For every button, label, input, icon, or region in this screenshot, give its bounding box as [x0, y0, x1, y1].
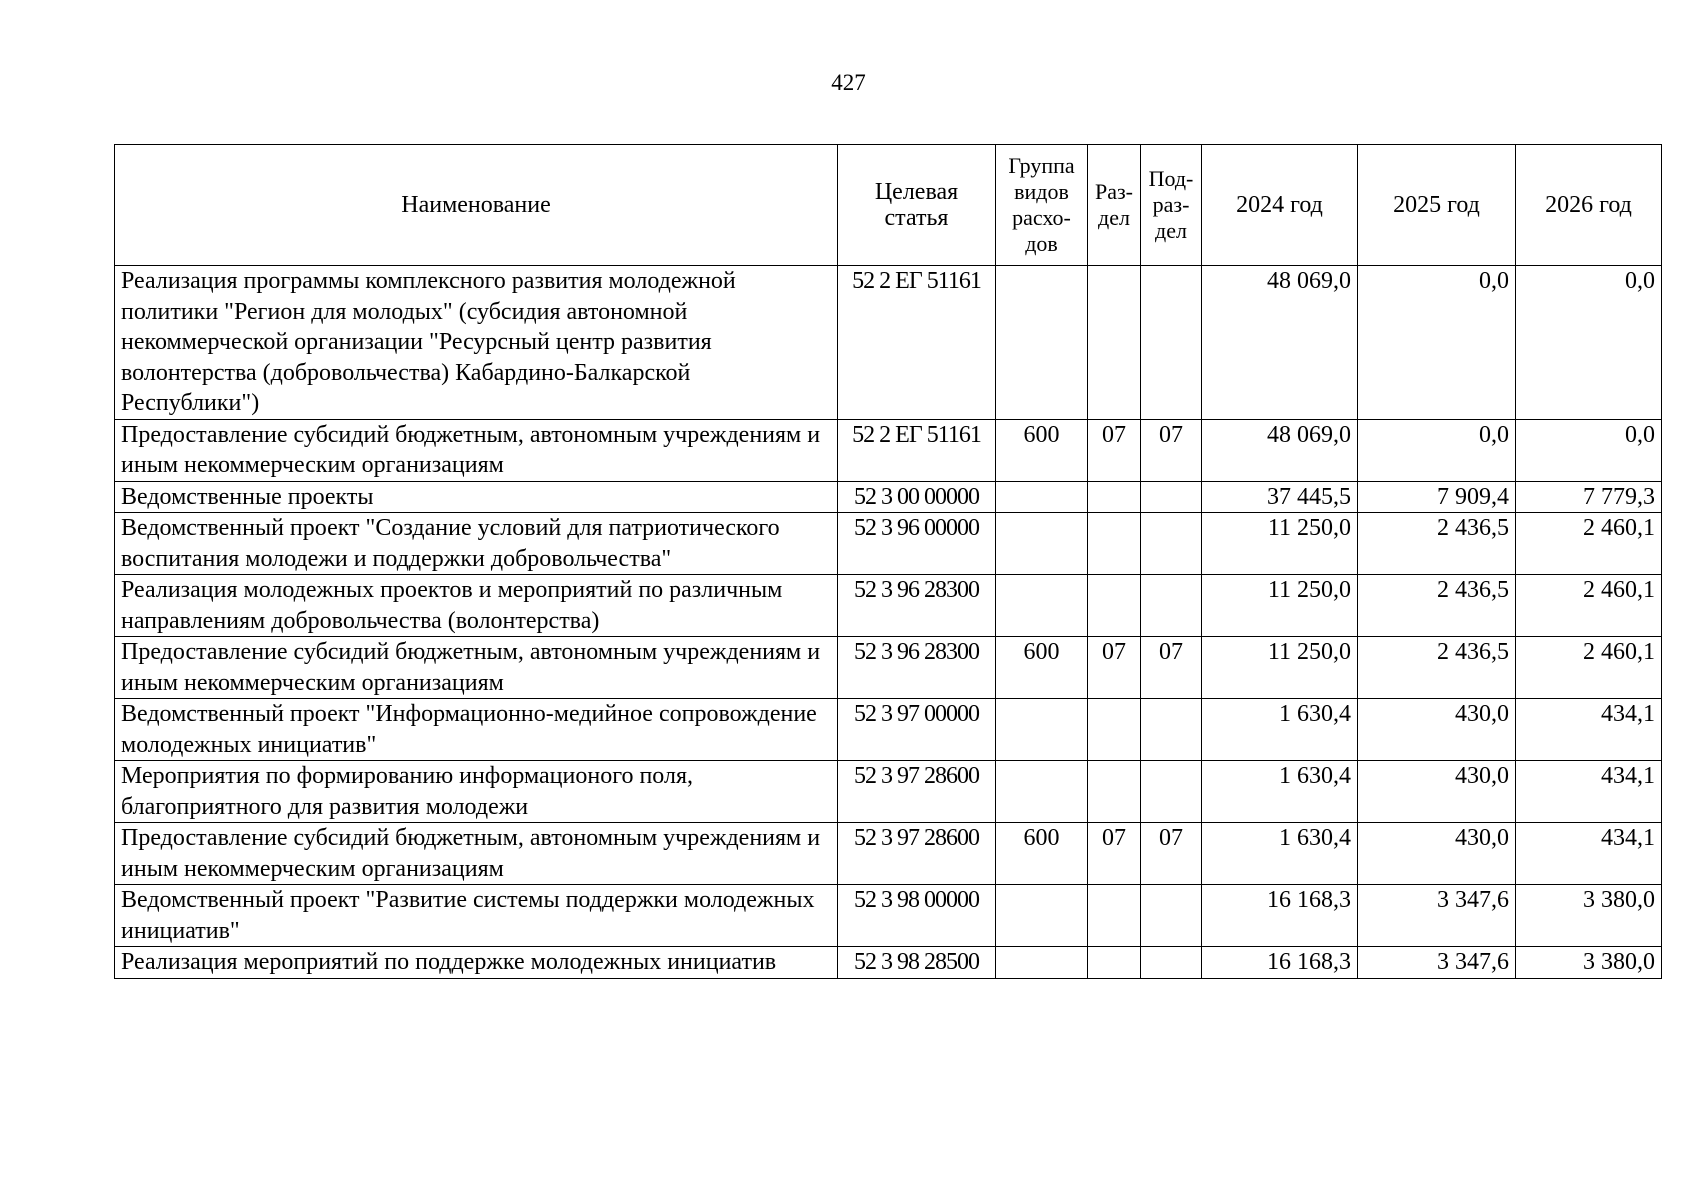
cell-target: 52 3 98 28500: [838, 947, 996, 979]
cell-target: 52 3 00 00000: [838, 481, 996, 513]
header-row: [115, 145, 1662, 266]
header-2024: 2024 год: [1202, 145, 1358, 266]
cell-section: [1088, 699, 1141, 761]
cell-2025: 3 347,6: [1358, 885, 1516, 947]
cell-2026: 434,1: [1516, 823, 1662, 885]
cell-section: [1088, 513, 1141, 575]
cell-subsection: [1141, 266, 1202, 420]
table-row: [115, 513, 1662, 575]
cell-target: 52 2 ЕГ 51161: [838, 419, 996, 481]
cell-2024: 11 250,0: [1202, 513, 1358, 575]
cell-subsection: 07: [1141, 637, 1202, 699]
cell-2024: 48 069,0: [1202, 419, 1358, 481]
header-expense-group: Группа видов расхо-дов: [996, 145, 1088, 266]
cell-subsection: [1141, 699, 1202, 761]
table-row: [115, 761, 1662, 823]
cell-expense-group: 600: [996, 823, 1088, 885]
cell-target: 52 3 97 28600: [838, 823, 996, 885]
table-row: [115, 575, 1662, 637]
cell-expense-group: 600: [996, 419, 1088, 481]
cell-section: 07: [1088, 823, 1141, 885]
cell-2025: 0,0: [1358, 266, 1516, 420]
header-2026: 2026 год: [1516, 145, 1662, 266]
cell-2025: 2 436,5: [1358, 513, 1516, 575]
cell-name: Ведомственный проект "Создание условий для патриотического воспитания молодежи и поддержки добровольчества": [115, 513, 838, 575]
cell-2025: 0,0: [1358, 419, 1516, 481]
cell-expense-group: [996, 761, 1088, 823]
header-name: Наименование: [115, 145, 838, 266]
cell-2025: 2 436,5: [1358, 637, 1516, 699]
cell-2026: 0,0: [1516, 266, 1662, 420]
cell-name: Реализация программы комплексного развития молодежной политики "Регион для молодых" (субсидия автономной некоммерческой организации "Ресурсный центр развития волонтерства (добровольчества) Кабардино-Балкарской Республики"): [115, 266, 838, 420]
cell-subsection: [1141, 575, 1202, 637]
cell-2025: 430,0: [1358, 761, 1516, 823]
table-row: [115, 947, 1662, 979]
cell-subsection: [1141, 885, 1202, 947]
cell-2024: 16 168,3: [1202, 885, 1358, 947]
cell-name: Реализация молодежных проектов и мероприятий по различным направлениям добровольчества (волонтерства): [115, 575, 838, 637]
header-target: Целевая статья: [838, 145, 996, 266]
cell-2026: 0,0: [1516, 419, 1662, 481]
cell-2024: 1 630,4: [1202, 761, 1358, 823]
cell-subsection: [1141, 481, 1202, 513]
cell-2026: 2 460,1: [1516, 513, 1662, 575]
cell-2026: 434,1: [1516, 761, 1662, 823]
cell-2025: 7 909,4: [1358, 481, 1516, 513]
budget-table: [114, 144, 1662, 979]
cell-2025: 2 436,5: [1358, 575, 1516, 637]
cell-2025: 430,0: [1358, 699, 1516, 761]
cell-2025: 430,0: [1358, 823, 1516, 885]
cell-2024: 37 445,5: [1202, 481, 1358, 513]
table-row: [115, 419, 1662, 481]
table-row: [115, 481, 1662, 513]
cell-name: Ведомственные проекты: [115, 481, 838, 513]
header-2025: 2025 год: [1358, 145, 1516, 266]
cell-2026: 7 779,3: [1516, 481, 1662, 513]
cell-section: [1088, 947, 1141, 979]
cell-expense-group: 600: [996, 637, 1088, 699]
cell-expense-group: [996, 481, 1088, 513]
cell-section: [1088, 885, 1141, 947]
table-row: [115, 885, 1662, 947]
cell-subsection: [1141, 513, 1202, 575]
cell-target: 52 2 ЕГ 51161: [838, 266, 996, 420]
table-body: [115, 266, 1662, 979]
cell-target: 52 3 96 28300: [838, 575, 996, 637]
cell-2026: 2 460,1: [1516, 637, 1662, 699]
cell-expense-group: [996, 513, 1088, 575]
cell-name: Предоставление субсидий бюджетным, автономным учреждениям и иным некоммерческим организациям: [115, 419, 838, 481]
cell-expense-group: [996, 885, 1088, 947]
table-row: [115, 699, 1662, 761]
cell-name: Реализация мероприятий по поддержке молодежных инициатив: [115, 947, 838, 979]
cell-target: 52 3 98 00000: [838, 885, 996, 947]
cell-2026: 2 460,1: [1516, 575, 1662, 637]
cell-name: Ведомственный проект "Информационно-медийное сопровождение молодежных инициатив": [115, 699, 838, 761]
cell-section: [1088, 761, 1141, 823]
header-subsection: Под-раз-дел: [1141, 145, 1202, 266]
cell-2024: 1 630,4: [1202, 699, 1358, 761]
cell-name: Предоставление субсидий бюджетным, автономным учреждениям и иным некоммерческим организациям: [115, 823, 838, 885]
cell-section: 07: [1088, 419, 1141, 481]
cell-section: 07: [1088, 637, 1141, 699]
table-row: [115, 823, 1662, 885]
cell-2024: 16 168,3: [1202, 947, 1358, 979]
cell-expense-group: [996, 575, 1088, 637]
cell-name: Предоставление субсидий бюджетным, автономным учреждениям и иным некоммерческим организациям: [115, 637, 838, 699]
cell-expense-group: [996, 947, 1088, 979]
cell-2024: 1 630,4: [1202, 823, 1358, 885]
cell-2026: 434,1: [1516, 699, 1662, 761]
cell-2026: 3 380,0: [1516, 885, 1662, 947]
cell-subsection: 07: [1141, 419, 1202, 481]
cell-section: [1088, 266, 1141, 420]
page-number: 427: [831, 70, 866, 95]
cell-target: 52 3 97 00000: [838, 699, 996, 761]
cell-target: 52 3 97 28600: [838, 761, 996, 823]
header-section: Раз-дел: [1088, 145, 1141, 266]
cell-2024: 11 250,0: [1202, 637, 1358, 699]
cell-expense-group: [996, 699, 1088, 761]
cell-subsection: 07: [1141, 823, 1202, 885]
cell-name: Мероприятия по формированию информационого поля, благоприятного для развития молодежи: [115, 761, 838, 823]
cell-section: [1088, 575, 1141, 637]
cell-subsection: [1141, 761, 1202, 823]
cell-2024: 48 069,0: [1202, 266, 1358, 420]
cell-name: Ведомственный проект "Развитие системы поддержки молодежных инициатив": [115, 885, 838, 947]
cell-subsection: [1141, 947, 1202, 979]
table-row: [115, 266, 1662, 420]
cell-target: 52 3 96 00000: [838, 513, 996, 575]
cell-target: 52 3 96 28300: [838, 637, 996, 699]
cell-2025: 3 347,6: [1358, 947, 1516, 979]
cell-2024: 11 250,0: [1202, 575, 1358, 637]
cell-section: [1088, 481, 1141, 513]
table-row: [115, 637, 1662, 699]
cell-2026: 3 380,0: [1516, 947, 1662, 979]
cell-expense-group: [996, 266, 1088, 420]
